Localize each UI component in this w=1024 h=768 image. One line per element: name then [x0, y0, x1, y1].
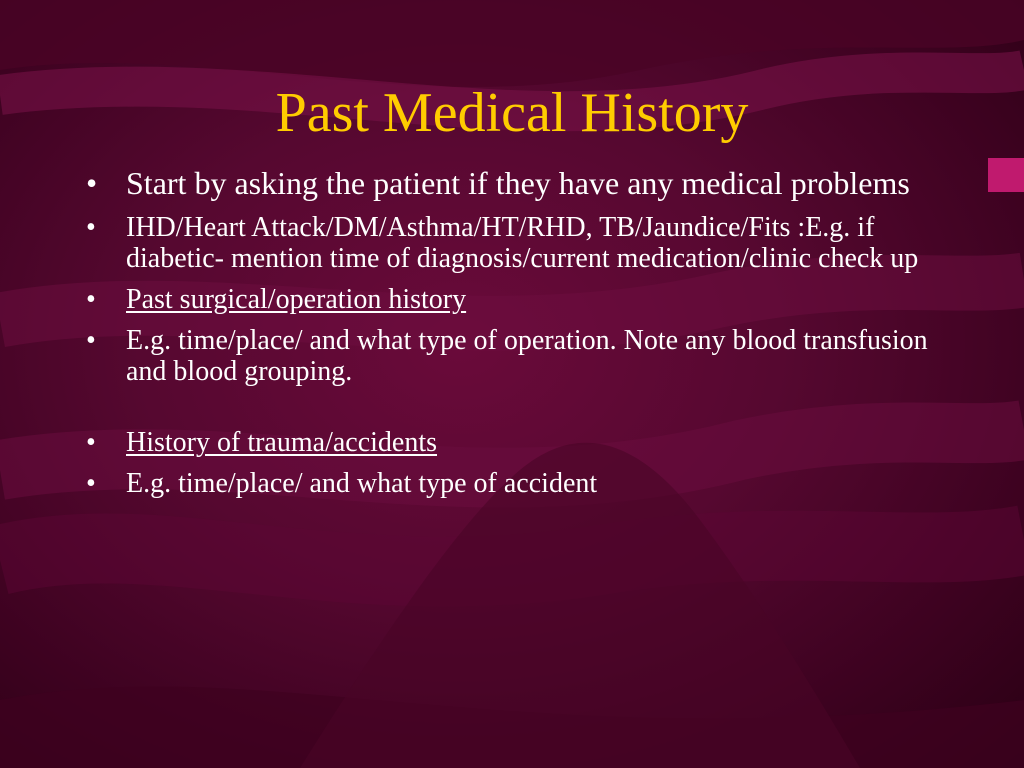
accent-tab	[988, 158, 1024, 192]
bullet-list	[86, 166, 956, 499]
bullet-item-surgical-history	[86, 284, 956, 315]
bullet-dot-icon: •	[86, 325, 96, 356]
bullet-text: Start by asking the patient if they have any medical problems	[126, 165, 910, 201]
slide-title: Past Medical History	[275, 82, 749, 144]
bullet-text-trauma-history: History of trauma/accidents	[126, 427, 438, 458]
bullet-text-surgical-history: Past surgical/operation history	[126, 284, 467, 315]
bullet-dot-icon: •	[86, 212, 96, 243]
bullet-dot-icon: •	[86, 165, 98, 201]
bullet-dot-icon: •	[86, 468, 96, 499]
bullet-item-medical-problems	[86, 166, 956, 200]
bullet-item-conditions	[86, 212, 956, 274]
bullet-text: IHD/Heart Attack/DM/Asthma/HT/RHD, TB/Jaundice/Fits :E.g. if diabetic- mention time of diagnosis/current medication/clinic check up	[126, 212, 919, 274]
bullet-item-operation-details	[86, 325, 956, 387]
bullet-text: E.g. time/place/ and what type of operation. Note any blood transfusion and blood grouping.	[126, 325, 928, 387]
bullet-item-trauma-history	[86, 427, 956, 458]
bullet-dot-icon: •	[86, 284, 96, 315]
bullet-item-accident-details	[86, 468, 956, 499]
bullet-text: E.g. time/place/ and what type of accident	[126, 468, 598, 499]
bullet-dot-icon: •	[86, 427, 96, 458]
